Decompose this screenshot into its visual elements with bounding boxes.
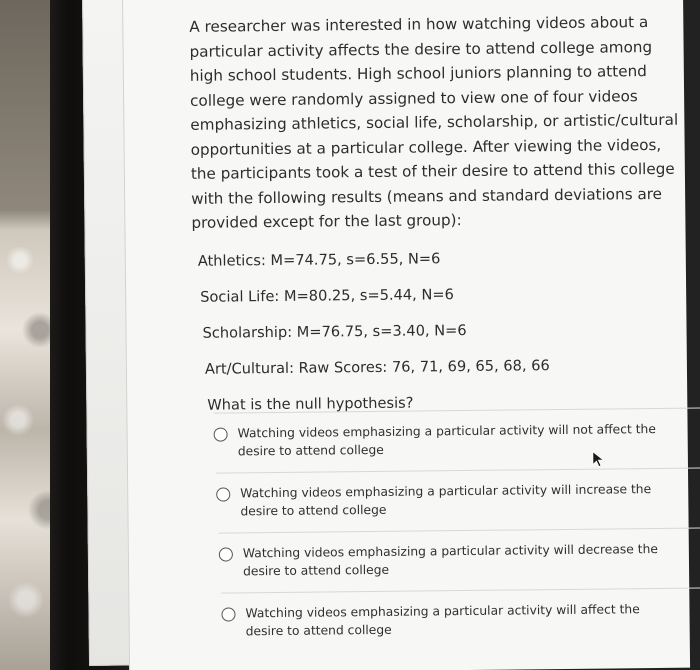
radio-button-icon[interactable] — [219, 547, 233, 561]
answer-option-label: Watching videos emphasizing a particular activity will decrease the desire to attend college — [242, 541, 658, 579]
radio-button-icon[interactable] — [221, 607, 235, 621]
radio-button-icon[interactable] — [216, 487, 230, 501]
laptop-screen — [82, 0, 689, 666]
answer-option-3[interactable] — [219, 528, 700, 593]
answer-option-label: Watching videos emphasizing a particular activity will increase the desire to attend college — [240, 482, 652, 519]
answer-option-2[interactable] — [216, 468, 700, 533]
answer-option-1[interactable] — [213, 408, 700, 473]
answer-option-label: Watching videos emphasizing a particular activity will not affect the desire to attend college — [237, 422, 656, 459]
stat-art-cultural: Art/Cultural: Raw Scores: 76, 71, 69, 65, 68, 66 — [204, 356, 550, 378]
answer-option-4[interactable] — [221, 588, 700, 653]
mouse-cursor-icon — [592, 451, 606, 469]
answer-options — [213, 408, 700, 653]
radio-button-icon[interactable] — [214, 427, 228, 441]
stat-scholarship: Scholarship: M=76.75, s=3.40, N=6 — [202, 321, 467, 342]
question-card — [122, 0, 690, 670]
stat-athletics: Athletics: M=74.75, s=6.55, N=6 — [197, 249, 441, 270]
question-content — [189, 10, 693, 416]
question-prompt: What is the null hypothesis? — [207, 394, 414, 414]
question-text: A researcher was interested in how watching videos about a particular activity affects the desire to attend college among high school students. High school juniors planning to attend college were randomly assigned to view one of four videos emphasizing athletics, social life, scholarship, or artistic/cultural opportunities at a particular college. After viewing the videos, the participants took a test of their desire to attend this college with the following results (means and standard deviations are provided except for the last group): — [189, 13, 679, 232]
answer-option-label: Watching videos emphasizing a particular activity will affect the desire to attend college — [245, 602, 640, 639]
stat-social-life: Social Life: M=80.25, s=5.44, N=6 — [200, 285, 454, 306]
